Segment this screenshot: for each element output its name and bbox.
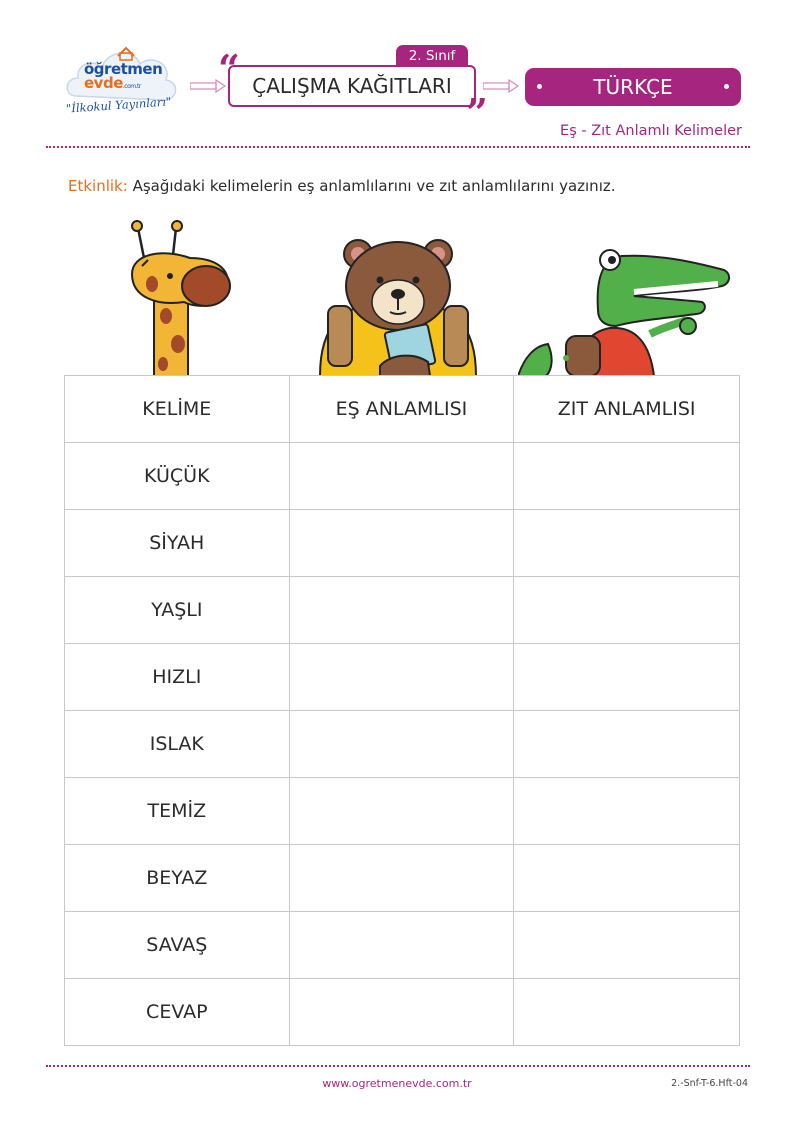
topic-subtitle: Eş - Zıt Anlamlı Kelimeler: [560, 123, 742, 139]
table-row: [65, 443, 740, 510]
logo-domain: .com.tr: [122, 83, 141, 90]
logo-line2: evde: [84, 74, 123, 92]
synonym-answer-cell[interactable]: [289, 443, 514, 510]
bullet-icon: [537, 84, 542, 89]
antonym-answer-cell[interactable]: [514, 510, 740, 577]
antonym-answer-cell[interactable]: [514, 912, 740, 979]
bullet-icon: [724, 84, 729, 89]
word-cell: HIZLI: [65, 644, 290, 711]
antonym-answer-cell[interactable]: [514, 778, 740, 845]
table-row: [65, 711, 740, 778]
column-header: EŞ ANLAMLISI: [289, 376, 514, 443]
word-cell: ISLAK: [65, 711, 290, 778]
table-row: [65, 778, 740, 845]
table-row: [65, 845, 740, 912]
page-title: ÇALIŞMA KAĞITLARI: [252, 74, 452, 98]
synonym-answer-cell[interactable]: [289, 510, 514, 577]
synonym-answer-cell[interactable]: [289, 778, 514, 845]
open-quote-icon: “: [218, 46, 240, 91]
table-row: [65, 510, 740, 577]
logo-tagline: "İlkokul Yayınları": [65, 94, 172, 116]
antonym-answer-cell[interactable]: [514, 979, 740, 1046]
table-row: [65, 577, 740, 644]
crocodile-illustration: [518, 240, 734, 376]
antonym-answer-cell[interactable]: [514, 443, 740, 510]
subject-badge: TÜRKÇE: [525, 68, 741, 106]
antonym-answer-cell[interactable]: [514, 711, 740, 778]
logo-wordmark: [84, 62, 162, 94]
close-quote-icon: ”: [466, 90, 488, 135]
page-code: 2.-Snf-T-6.Hft-04: [671, 1078, 748, 1089]
arrow-right-icon: [483, 79, 519, 93]
antonym-answer-cell[interactable]: [514, 845, 740, 912]
synonym-answer-cell[interactable]: [289, 845, 514, 912]
synonym-answer-cell[interactable]: [289, 979, 514, 1046]
word-cell: SİYAH: [65, 510, 290, 577]
table-row: [65, 979, 740, 1046]
header-divider: [46, 146, 750, 148]
bear-illustration: [310, 236, 486, 376]
synonym-answer-cell[interactable]: [289, 644, 514, 711]
antonym-answer-cell[interactable]: [514, 577, 740, 644]
word-cell: YAŞLI: [65, 577, 290, 644]
footer-divider: [46, 1065, 750, 1067]
column-header: ZIT ANLAMLISI: [514, 376, 740, 443]
synonym-answer-cell[interactable]: [289, 912, 514, 979]
word-table: [64, 375, 740, 1046]
table-header-row: [65, 376, 740, 443]
synonym-answer-cell[interactable]: [289, 711, 514, 778]
instruction-text: Aşağıdaki kelimelerin eş anlamlılarını ve zıt anlamlılarını yazınız.: [127, 177, 616, 195]
table-row: [65, 912, 740, 979]
word-cell: BEYAZ: [65, 845, 290, 912]
giraffe-illustration: [118, 214, 242, 376]
antonym-answer-cell[interactable]: [514, 644, 740, 711]
grade-tab: 2. Sınıf: [396, 45, 468, 67]
table-row: [65, 644, 740, 711]
instruction-label: Etkinlik:: [68, 177, 128, 195]
column-header: KELİME: [65, 376, 290, 443]
word-cell: TEMİZ: [65, 778, 290, 845]
word-cell: SAVAŞ: [65, 912, 290, 979]
website-link[interactable]: www.ogretmenevde.com.tr: [322, 1077, 472, 1090]
word-cell: CEVAP: [65, 979, 290, 1046]
word-cell: KÜÇÜK: [65, 443, 290, 510]
logo-line1: öğretmen: [84, 60, 163, 78]
synonym-answer-cell[interactable]: [289, 577, 514, 644]
instruction: [68, 177, 616, 195]
